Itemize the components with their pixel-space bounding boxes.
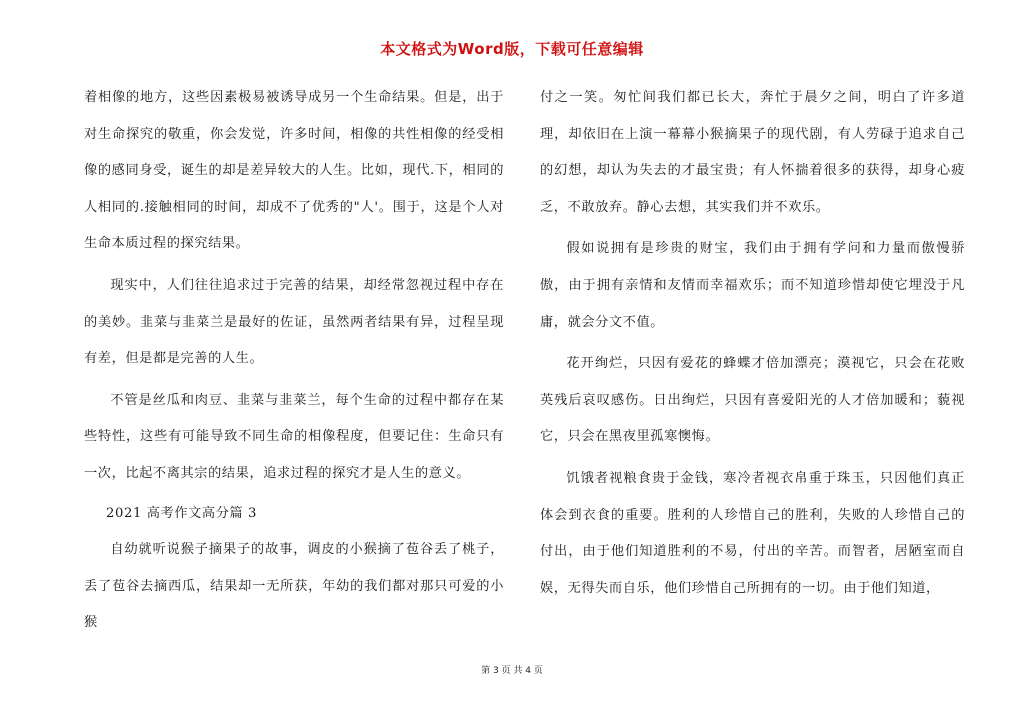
right-paragraph-3: 花开绚烂，只因有爱花的蜂蝶才倍加漂亮；漠视它，只会在花败英残后哀叹感伤。日出绚烂，只因有喜爱阳光的人才倍加暖和；藐视它，只会在黑夜里孤寒懊悔。 [540,356,965,445]
right-paragraph-1: 付之一笑。匆忙间我们都已长大，奔忙于晨夕之间，明白了许多道理，却依旧在上演一幕幕小猴摘果子的现代剧，有人劳碌于追求自己的幻想，却认为失去的才最宝贵；有人怀揣着很多的获得，却身心疲乏，不敢放弃。静心去想，其实我们并不欢乐。 [540,90,965,215]
left-paragraph-4: 自幼就听说猴子摘果子的故事，调皮的小猴摘了苞谷丢了桃子，丢了苞谷去摘西瓜，结果却一无所获，年幼的我们都对那只可爱的小猴 [84,542,504,631]
page-number-footer: 第 3 页 共 4 页 [481,666,543,676]
left-paragraph-1: 着相像的地方，这些因素极易被诱导成另一个生命结果。但是，出于对生命探究的敬重，你会发觉，许多时间，相像的共性相像的经受相像的感同身受，诞生的却是差异较大的人生。比如，现代.下，相同的人相同的.接触相同的时间，却成不了优秀的"人'。围于，这是个人对生命本质过程的探究结果。 [84,90,504,252]
right-paragraph-4: 饥饿者视粮食贵于金钱，寒冷者视衣帛重于珠玉，只因他们真正体会到衣食的重要。胜利的人珍惜自己的胜利，失败的人珍惜自己的付出，由于他们知道胜利的不易，付出的辛苦。而智者，居陋室而自娱，无得失而自乐，他们珍惜自己所拥有的一切。由于他们知道， [540,470,965,596]
left-paragraph-3: 不管是丝瓜和肉豆、韭菜与韭菜兰，每个生命的过程中都存在某些特性，这些有可能导致不同生命的相像程度，但要记住：生命只有一次，比起不离其宗的结果，追求过程的探究才是人生的意义。 [84,392,504,481]
right-column [540,80,965,607]
left-column [84,80,504,642]
right-paragraph-2: 假如说拥有是珍贵的财宝，我们由于拥有学问和力量而傲慢骄傲，由于拥有亲情和友情而幸福欢乐；而不知道珍惜却使它埋没于凡庸，就会分文不值。 [540,241,965,330]
header-banner: 本文格式为Word版，下载可任意编辑 [380,40,644,58]
section-heading: 2021 高考作文高分篇 3 [106,505,258,521]
left-paragraph-2: 现实中，人们往往追求过于完善的结果，却经常忽视过程中存在的美妙。韭菜与韭菜兰是最好的佐证，虽然两者结果有异，过程呈现有差，但是都是完善的人生。 [84,277,504,367]
